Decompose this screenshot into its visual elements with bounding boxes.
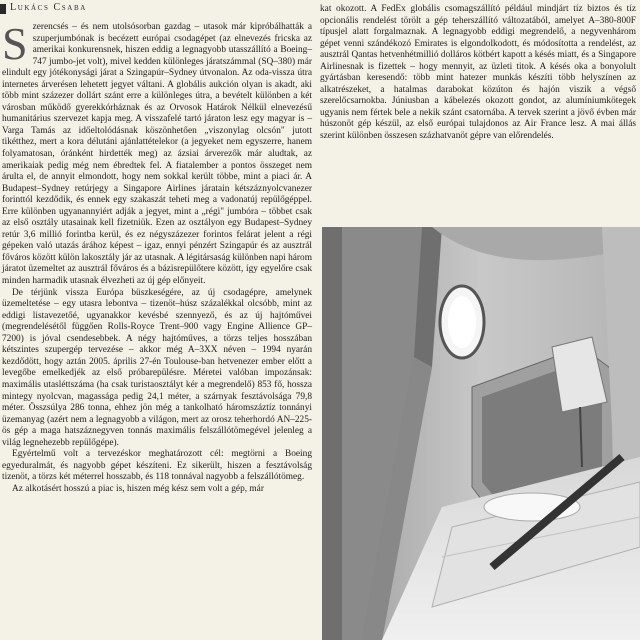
cabin-photo bbox=[322, 227, 640, 640]
right-paragraph-1: kat okozott. A FedEx globális csomagszállító például mindjárt tíz biztos és tíz opcionális rendelést törölt a gép teherszállító változatából, amelyet A–380-800F típusjel alatt forgalmaznak. A legnagyobb eddigi megrendelő, a negyvenhárom gépet venni szándékozó Emirates is elgondolkodott, és módosította a rendelést, az ausztrál Qantas hetvenhétmillió dolláros kötbért kapott a késés miatt, és a Singapore Airlinesnak is fizettek – hogy mennyit, az üzleti titok. A késés oka a bonyolult gyártásban keresendő: több mint hatezer munkás készíti több helyszínen az alkatrészeket, a hatalmas darabokat közúton és hajón viszik a végső szerelőcsarnokba. Júniusban a kábelezés okozott gondot, az alumíniumkötegek ugyanis nem fértek bele a nekik szánt csatornába. A tervek szerint a jövő évben már húszonöt gép készül, az első európai tulajdonos az Air France lesz. A mai állás szerint különben összesen százhatvanöt gépre van előrendelés. bbox=[320, 4, 636, 142]
author-name: Lukács Csaba bbox=[10, 2, 87, 13]
header-rule bbox=[0, 0, 318, 16]
left-column bbox=[2, 18, 312, 495]
paragraph-2: De térjünk vissza Európa büszkeségére, az új csodagépre, amelynek üzemeltetése – egy utasra lebontva – tizenöt–húsz százalékkal olcsóbb, mint az eddigi listavezetőé, ugyanakkor kevésbé szennyező, és az új hajtóművei (megrendelésétől függően Rolls-Royce Trent–900 vagy Engine Allience GP–7200) is jóval csendesebbek. A négy hajtóműves, a törzs teljes hosszában kétszintes szupergép tervezése – akkor még A–3XX néven – 1994 nyarán kezdődött, hogy aztán 2005. április 27-én Toulouse-ban hetvenezer ember előtt a levegőbe emelkedjék az első próbarepülésre. Méretei valóban impozánsak: maximális utasléttszáma (ha csak turistaosztályt kér a megrendelő) 853 fő, hossza mintegy nyolcvan, magassága pedig 24,1 méter, a szárnyak fesztávolsága 79,8 méter. Összsúlya 286 tonna, ehhez jön még a tankolható háromszáztíz tonnányi üzemanyag (azért nem a legnagyobb a világon, mert az orosz teherhordó AN–225-ös gép a maga hatszáznegyven tonnás maximális felszállótömegével jelenleg a világ legnehezebb repülőgépe). bbox=[2, 287, 312, 448]
paragraph-1 bbox=[2, 18, 312, 288]
paragraph-3: Egyértelmű volt a tervezéskor meghatározott cél: megtörni a Boeing egyeduralmát, és nagyobb gépet készíteni. Ez sikerült, hiszen a fesztávolság tizenöt, a törzs két méterrel hosszabb, és 118 tonnával nagyobb a felszállótömeg. bbox=[2, 449, 312, 483]
header-marker bbox=[0, 4, 6, 14]
paragraph-1-text: zerencsés – és nem utolsósorban gazdag – utasok már kipróbálhatták a szuperjumbónak is becézett európai csodagépet (az elnevezés fricska az amerikai konkurensnek, hiszen eddig a legnagyobb utasszállító a Boeing–747 jumbo-jet volt), mivel kedden különleges járatszámmal (SQ–380) már elindult egy jótékonysági járat a Szingapúr–Sydney útvonalon. Az oda-vissza útra internetes árverésen lehetett jegyet váltani. A globális aukción olyan is akadt, aki több mint százezer dollárt szánt erre a különleges útra, a bevételt különben a két városban működő gyerekkórháznak és az Orvosok Határok Nélkül elnevezésű humanitárius szervezet kapja meg. A visszafelé tartó járaton lesz egy magyar is – Varga Tamás az időeltolódásnak köszönhetően „viszonylag olcsón" jutott tikétthez, mert a kora délutáni ajánlattételekor (a jegyeket nem egyszerre, hanem folyamatosan, óránként hirdették meg) az ázsiai árverezők már aludtak, az amerikaiak pedig még nem ébredtek fel. A fiatalember a pontos összeget nem árulta el, de annyit elmondott, hogy nem sokkal került többe, mint a piaci ár. A Budapest–Sydney retúrjegy a Singapore Airlines járatain kétszáznyolcvanezer forinttól kezdődik, és ennek egy szakaszát teheti meg a vadonatúj repülőgéppel. Erre különben ugyanannyiért adják a jegyet, mint a „régi" jumbóra – többet csak az első osztály utasainak kell fizetniük. Ezen az osztályon egy Budapest–Sydney retúr 3,6 millió forintba kerül, és ez négyszázezer forintos felárat jelent a régi gépeken való utazás árához képest – igaz, ennyi pénzért Szingapúr és az ausztrál főváros között külön lakosztály jár az utasnak. A légitársaság különben napi három járatot üzemeltet az ausztrál főváros és a bázisrepülőtere között, így egyelőre csak minden harmadik utasnak élvezheti az új gép előnyeit. bbox=[2, 22, 312, 287]
right-column bbox=[320, 4, 636, 143]
paragraph-4: Az alkotásért hosszú a piac is, hiszen még kész sem volt a gép, már bbox=[12, 483, 264, 494]
cabin-photo-illustration bbox=[322, 227, 640, 640]
drop-cap: S bbox=[2, 18, 28, 69]
